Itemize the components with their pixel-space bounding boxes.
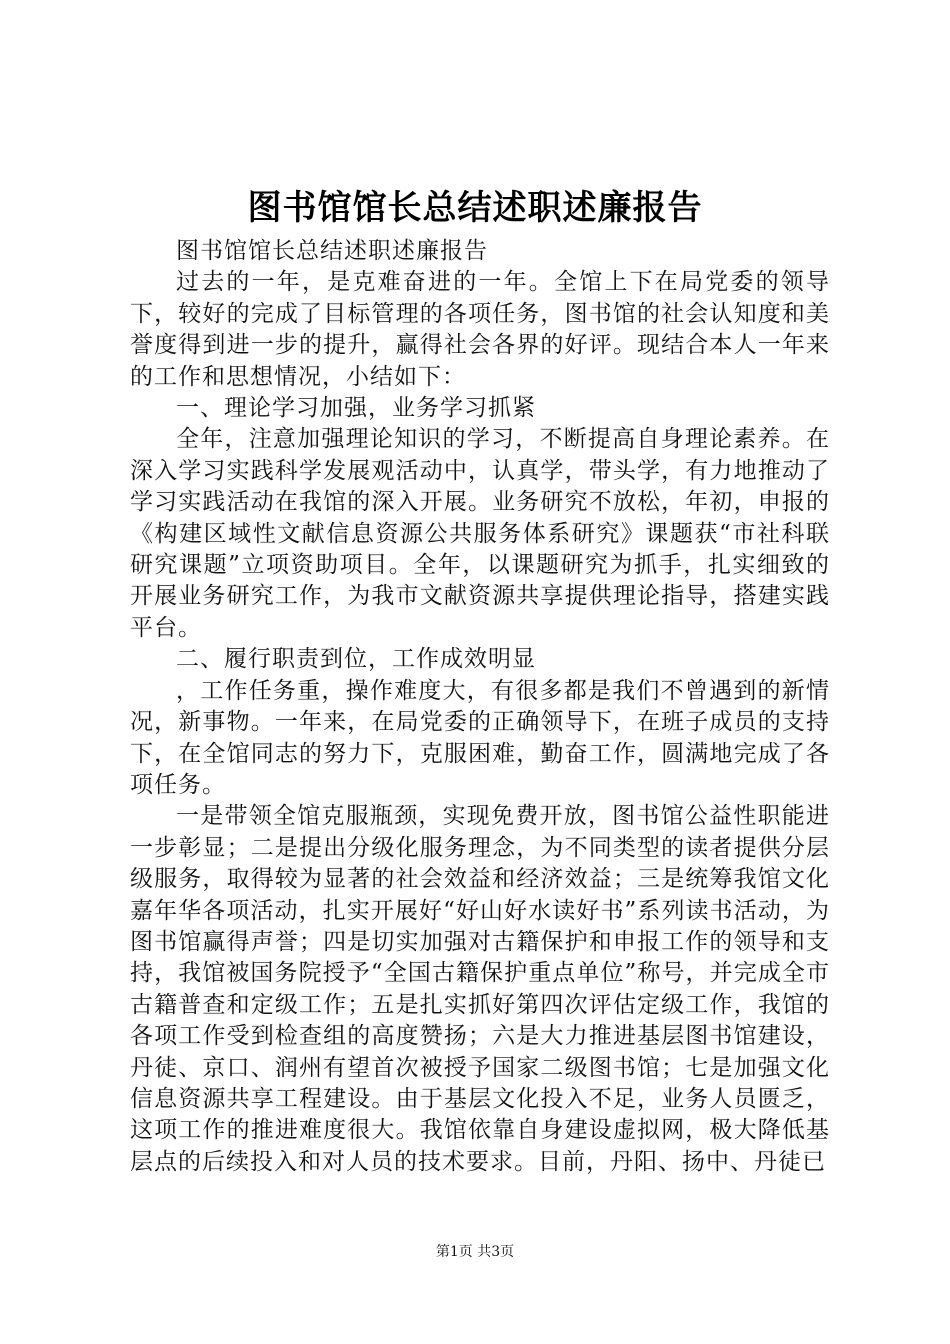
page-footer: 第1页 共3页: [435, 1244, 515, 1260]
paragraph-subtitle: 图书馆馆长总结述职述廉报告: [176, 238, 488, 264]
paragraph-duties: ，工作任务重，操作难度大，有很多都是我们不曾遇到的新情况，新事物。一年来，在局党委的正确领导下，在班子成员的支持下，在全馆同志的努力下，克服困难，勤奋工作，圆满地完成了各项任务。: [130, 677, 830, 798]
document-title: 图书馆馆长总结述职述廉报告: [247, 188, 703, 228]
section-heading-2: 二、履行职责到位，工作成效明显: [176, 646, 536, 673]
document-body: [130, 236, 830, 1178]
paragraph-intro: 过去的一年，是克难奋进的一年。全馆上下在局党委的领导下，较好的完成了目标管理的各项任务，图书馆的社会认知度和美誉度得到进一步的提升，赢得社会各界的好评。现结合本人一年来的工作和思想情况，小结如下：: [130, 269, 830, 390]
paragraph-achievements: 一是带领全馆克服瓶颈，实现免费开放，图书馆公益性职能进一步彰显；二是提出分级化服务理念，为不同类型的读者提供分层级服务，取得较为显著的社会效益和经济效益；三是统筹我馆文化嘉年华各项活动，扎实开展好“好山好水读好书”系列读书活动，为图书馆赢得声誉；四是切实加强对古籍保护和申报工作的领导和支持，我馆被国务院授予“全国古籍保护重点单位”称号，并完成全市古籍普查和定级工作；五是扎实抓好第四次评估定级工作，我馆的各项工作受到检查组的高度赞扬；六是大力推进基层图书馆建设，丹徒、京口、润州有望首次被授予国家二级图书馆；七是加强文化信息资源共享工程建设。由于基层文化投入不足，业务人员匮乏，这项工作的推进难度很大。我馆依靠自身建设虚拟网，极大降低基层点的后续投入和对人员的技术要求。目前，丹阳、扬中、丹徒已: [130, 803, 830, 1175]
section-heading-1: 一、理论学习加强，业务学习抓紧: [176, 395, 536, 422]
paragraph-study: 全年，注意加强理论知识的学习，不断提高自身理论素养。在深入学习实践科学发展观活动中，认真学，带头学，有力地推动了学习实践活动在我馆的深入开展。业务研究不放松，年初，申报的《构建区域性文献信息资源公共服务体系研究》课题获“市社科联研究课题”立项资助项目。全年，以课题研究为抓手，扎实细致的开展业务研究工作，为我市文献资源共享提供理论指导，搭建实践平台。: [130, 426, 830, 641]
